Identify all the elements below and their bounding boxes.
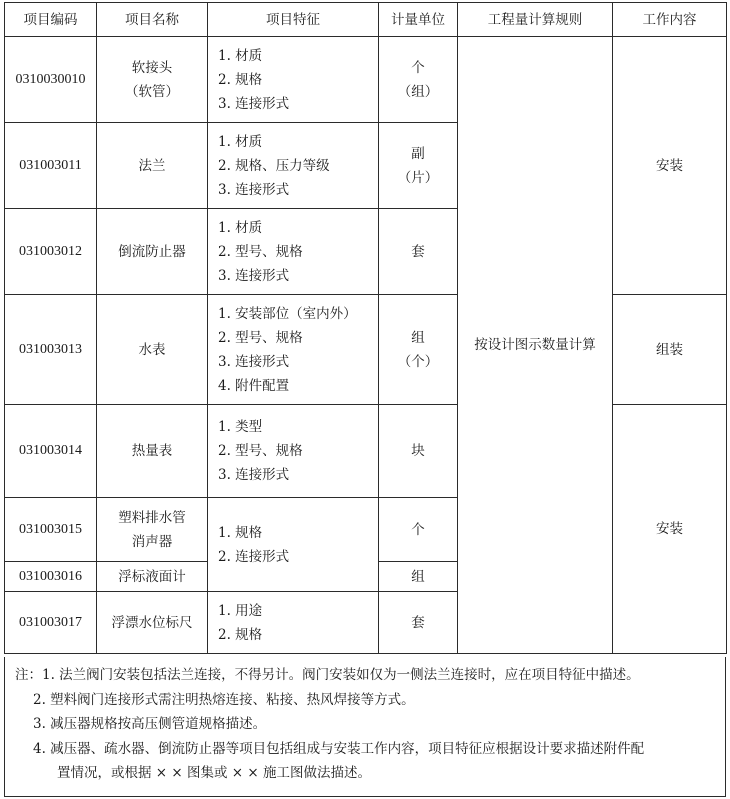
item-name [97,209,208,295]
unit-line: 组 [411,329,425,346]
item-code: 0310030010 [5,37,97,123]
item-features [208,37,379,123]
table-header-row [5,3,727,37]
item-name-line: 水表 [138,341,166,358]
item-name [97,498,208,562]
notes-prefix: 注： [15,667,42,683]
item-name [97,123,208,209]
item-name-line: 浮标液面计 [118,568,186,585]
item-unit [379,562,458,592]
calc-rule-cell: 按设计图示数量计算 [458,37,613,654]
item-unit [379,37,458,123]
work-content-assemble: 组装 [613,295,727,405]
feature-line: 3. 连接形式 [218,467,290,483]
feature-line: 2. 规格 [218,71,263,88]
feature-line: 3. 连接形式 [218,267,290,284]
item-name-line: 软接头 [131,59,173,76]
item-name-line: 法兰 [138,157,166,174]
item-features [208,123,379,209]
feature-line: 3. 连接形式 [218,95,290,112]
note-item-continuation: 置情况，或根据 × × 图集或 × × 施工图做法描述。 [57,765,371,781]
item-name-line: 塑料排水管 [118,509,186,526]
feature-line: 1. 类型 [218,419,263,435]
header-code: 项目编码 [5,3,97,37]
item-features [208,209,379,295]
table-row [5,37,727,123]
header-work-content: 工作内容 [613,3,727,37]
item-name-line: 消声器 [131,533,173,550]
feature-line: 2. 型号、规格 [218,243,303,260]
item-code: 031003012 [5,209,97,295]
header-features: 项目特征 [208,3,379,37]
item-code: 031003014 [5,405,97,498]
item-unit [379,405,458,498]
item-unit [379,498,458,562]
item-features [208,295,379,405]
item-code: 031003016 [5,562,97,592]
work-content-install-top: 安装 [613,37,727,295]
item-unit [379,123,458,209]
item-unit [379,209,458,295]
item-name-line: 浮漂水位标尺 [111,614,193,631]
unit-line: 个 [411,59,425,76]
unit-line: 块 [411,443,425,459]
header-name: 项目名称 [97,3,208,37]
item-name [97,405,208,498]
feature-line: 1. 规格 [218,524,263,541]
feature-line: 1. 材质 [218,133,263,150]
item-features [208,592,379,654]
feature-line: 1. 材质 [218,219,263,236]
unit-line: 组 [411,568,425,585]
unit-line: 套 [411,614,425,631]
item-name [97,592,208,654]
item-name-line: 倒流防止器 [118,243,186,260]
feature-line: 2. 型号、规格 [218,443,303,459]
item-name-line: 热量表 [131,443,173,459]
feature-line: 2. 规格、压力等级 [218,157,330,174]
work-content-install-bottom: 安装 [613,405,727,654]
table-row [5,295,727,405]
unit-line: 副 [411,145,425,162]
item-code: 031003017 [5,592,97,654]
notes-section [4,657,726,797]
feature-line: 4. 附件配置 [218,377,290,394]
feature-line: 3. 连接形式 [218,353,290,370]
note-item: 4. 减压器、疏水器、倒流防止器等项目包括组成与安装工作内容，项目特征应根据设计要求描述附件配 [33,740,645,757]
item-name [97,295,208,405]
note-text: 1. 法兰阀门安装包括法兰连接，不得另计。阀门安装如仅为一侧法兰连接时，应在项目特征中描述。 [42,667,640,683]
item-features-shared [208,498,379,592]
note-item [15,663,717,688]
feature-line: 2. 型号、规格 [218,329,303,346]
item-unit [379,592,458,654]
item-code: 031003015 [5,498,97,562]
item-code: 031003011 [5,123,97,209]
unit-line: （片） [397,169,439,186]
feature-line: 2. 连接形式 [218,548,290,565]
unit-line: （个） [397,353,439,370]
unit-line: （组） [397,83,439,100]
unit-line: 套 [411,243,425,260]
header-unit: 计量单位 [379,3,458,37]
feature-line: 3. 连接形式 [218,181,290,198]
feature-line: 1. 材质 [218,47,263,64]
item-code: 031003013 [5,295,97,405]
item-name [97,562,208,592]
item-features [208,405,379,498]
unit-line: 个 [411,521,425,538]
item-name [97,37,208,123]
feature-line: 2. 规格 [218,626,263,643]
item-name-line: （软管） [125,83,179,100]
spec-table [4,2,727,654]
feature-line: 1. 用途 [218,602,263,619]
note-item: 2. 塑料阀门连接形式需注明热熔连接、粘接、热风焊接等方式。 [33,691,415,708]
header-calc-rule: 工程量计算规则 [458,3,613,37]
item-unit [379,295,458,405]
note-item: 3. 减压器规格按高压侧管道规格描述。 [33,716,267,732]
feature-line: 1. 安装部位（室内外） [218,305,357,322]
table-row [5,405,727,498]
